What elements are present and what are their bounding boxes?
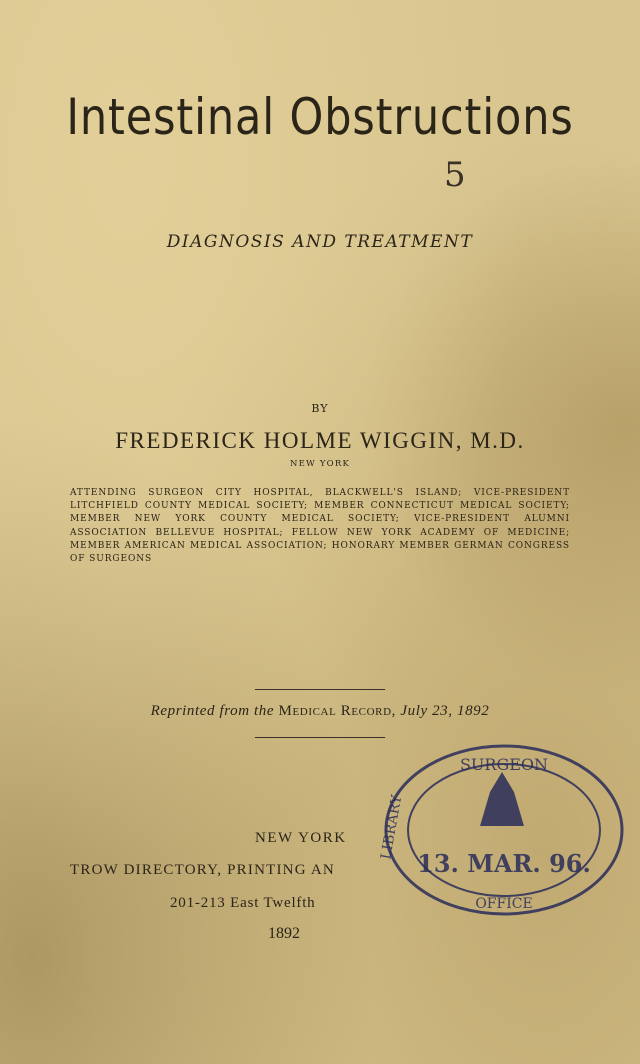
publication-year: 1892 bbox=[268, 925, 300, 942]
by-label: BY bbox=[311, 402, 329, 415]
stamp-date: 13. MAR. 96. bbox=[417, 849, 591, 878]
author-city: NEW YORK bbox=[289, 459, 350, 469]
stamp-ring-text: OFFICE bbox=[475, 896, 533, 912]
stamp-top-text: SURGEON bbox=[459, 755, 549, 774]
book-title: Intestinal Obstructions bbox=[66, 88, 574, 146]
handwritten-number: 5 bbox=[444, 155, 466, 195]
book-subtitle: DIAGNOSIS AND TREATMENT bbox=[166, 232, 474, 252]
divider-rule bbox=[255, 689, 385, 690]
publisher-name: TROW DIRECTORY, PRINTING AN bbox=[70, 862, 335, 878]
publisher-city: NEW YORK bbox=[255, 830, 347, 846]
library-stamp bbox=[372, 740, 632, 922]
eagle-emblem-icon bbox=[480, 772, 524, 826]
stamp-side-text: LIBRARY bbox=[378, 793, 406, 861]
reprint-prefix: Reprinted from the bbox=[150, 703, 275, 719]
author-credentials: ATTENDING SURGEON CITY HOSPITAL, BLACKWELL'S ISLAND; VICE-PRESIDENT LITCHFIELD COUNTY MEDICAL SOCIETY; MEMBER CONNECTICUT MEDICAL SOCIETY; MEMBER NEW YORK COUNTY MEDICAL SOCIETY; VICE-PRESIDENT ALUMNI ASSOCIATION BELLEVUE HOSPITAL; FELLOW NEW YORK ACADEMY OF MEDICINE; MEMBER AMERICAN MEDICAL ASSOCIATION; HONORARY MEMBER GERMAN CONGRESS OF SURGEONS bbox=[70, 488, 570, 565]
reprint-date: July 23, 1892 bbox=[400, 703, 490, 719]
reprint-note bbox=[0, 703, 640, 720]
reprint-journal: Medical Record, bbox=[278, 703, 396, 719]
divider-rule bbox=[255, 737, 385, 738]
publisher-address: 201-213 East Twelfth bbox=[170, 895, 316, 911]
author-name: FREDERICK HOLME WIGGIN, M.D. bbox=[115, 428, 525, 453]
